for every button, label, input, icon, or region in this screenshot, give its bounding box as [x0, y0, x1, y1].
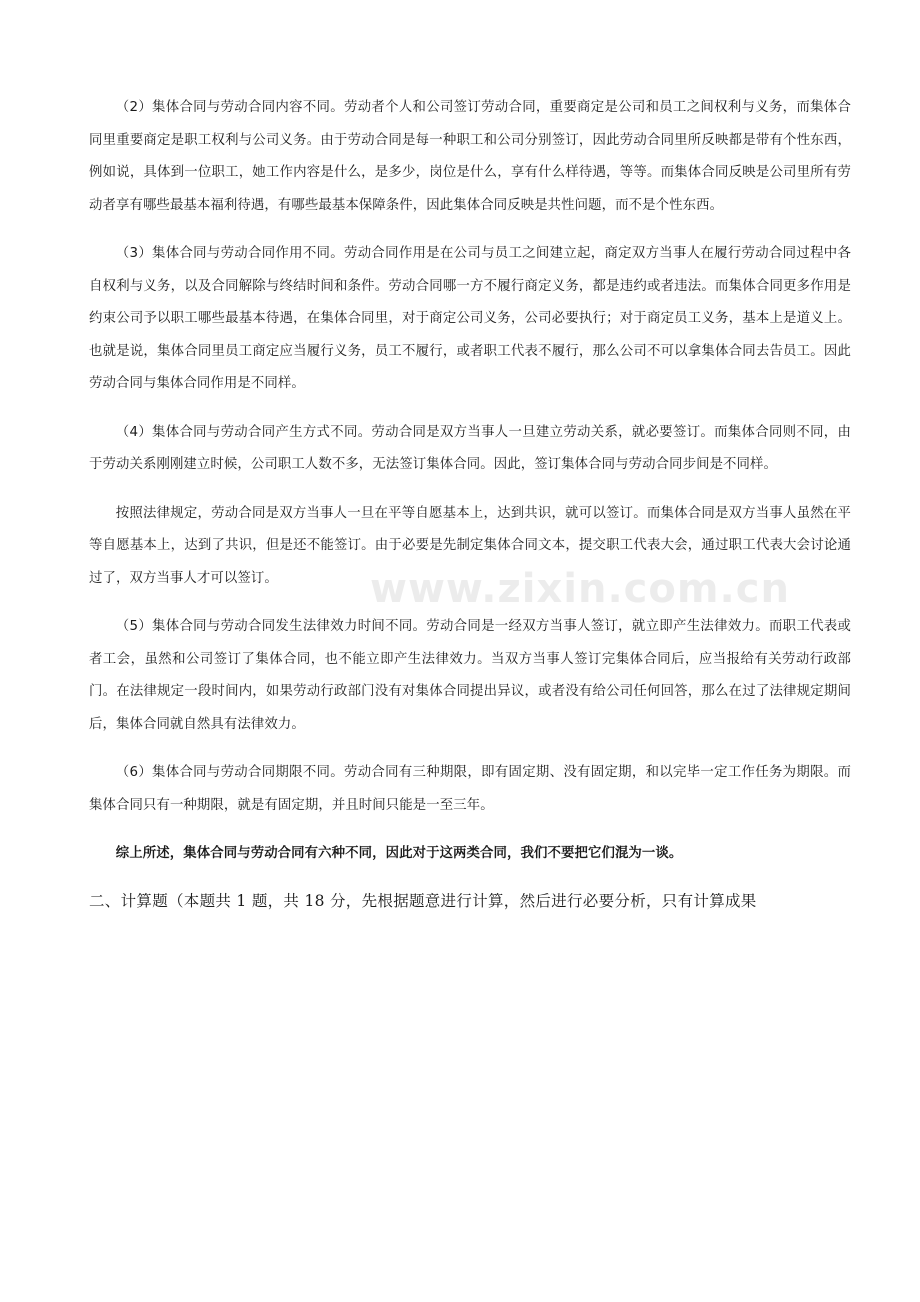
document-body	[89, 92, 851, 917]
summary-paragraph: 综上所述，集体合同与劳动合同有六种不同，因此对于这两类合同，我们不要把它们混为一谈。	[115, 846, 683, 861]
paragraph-item-5: （5）集体合同与劳动合同发生法律效力时间不同。劳动合同是一经双方当事人签订，就立即产生法律效力。而职工代表或者工会，虽然和公司签订了集体合同，也不能立即产生法律效力。当双方当事人签订完集体合同后，应当报给有关劳动行政部门。在法律规定一段时间内，如果劳动行政部门没有对集体合同提出异议，或者没有给公司任何回答，那么在过了法律规定期间后，集体合同就自然具有法律效力。	[89, 619, 851, 732]
paragraph-legal-provision: 按照法律规定，劳动合同是双方当事人一旦在平等自愿基本上，达到共识，就可以签订。而集体合同是双方当事人虽然在平等自愿基本上，达到了共识，但是还不能签订。由于必要是先制定集体合同文本，提交职工代表大会，通过职工代表大会讨论通过了，双方当事人才可以签订。	[89, 505, 851, 586]
paragraph-item-2: （2）集体合同与劳动合同内容不同。劳动者个人和公司签订劳动合同，重要商定是公司和员工之间权利与义务，而集体合同里重要商定是职工权利与公司义务。由于劳动合同是每一种职工和公司分别签订，因此劳动合同里所反映都是带有个性东西，例如说，具体到一位职工，她工作内容是什么，是多少，岗位是什么，享有什么样待遇，等等。而集体合同反映是公司里所有劳动者享有哪些最基本福利待遇，有哪些最基本保障条件，因此集体合同反映是共性问题，而不是个性东西。	[89, 100, 851, 213]
paragraph-item-6: （6）集体合同与劳动合同期限不同。劳动合同有三种期限，即有固定期、没有固定期，和以完毕一定工作任务为期限。而集体合同只有一种期限，就是有固定期，并且时间只能是一至三年。	[89, 765, 851, 813]
section-heading-calculation: 二、计算题（本题共 1 题，共 18 分，先根据题意进行计算，然后进行必要分析，只有计算成果	[89, 891, 757, 910]
paragraph-item-3: （3）集体合同与劳动合同作用不同。劳动合同作用是在公司与员工之间建立起，商定双方当事人在履行劳动合同过程中各自权利与义务，以及合同解除与终结时间和条件。劳动合同哪一方不履行商定义务，都是违约或者违法。而集体合同更多作用是约束公司予以职工哪些最基本待遇，在集体合同里，对于商定公司义务，公司必要执行；对于商定员工义务，基本上是道义上。也就是说，集体合同里员工商定应当履行义务，员工不履行，或者职工代表不履行，那么公司不可以拿集体合同去告员工。因此劳动合同与集体合同作用是不同样。	[89, 246, 851, 391]
watermark-text: www.zixin.com.cn	[370, 566, 790, 612]
paragraph-item-4: （4）集体合同与劳动合同产生方式不同。劳动合同是双方当事人一旦建立劳动关系，就必要签订。而集体合同则不同，由于劳动关系刚刚建立时候，公司职工人数不多，无法签订集体合同。因此，签订集体合同与劳动合同步间是不同样。	[89, 424, 851, 472]
